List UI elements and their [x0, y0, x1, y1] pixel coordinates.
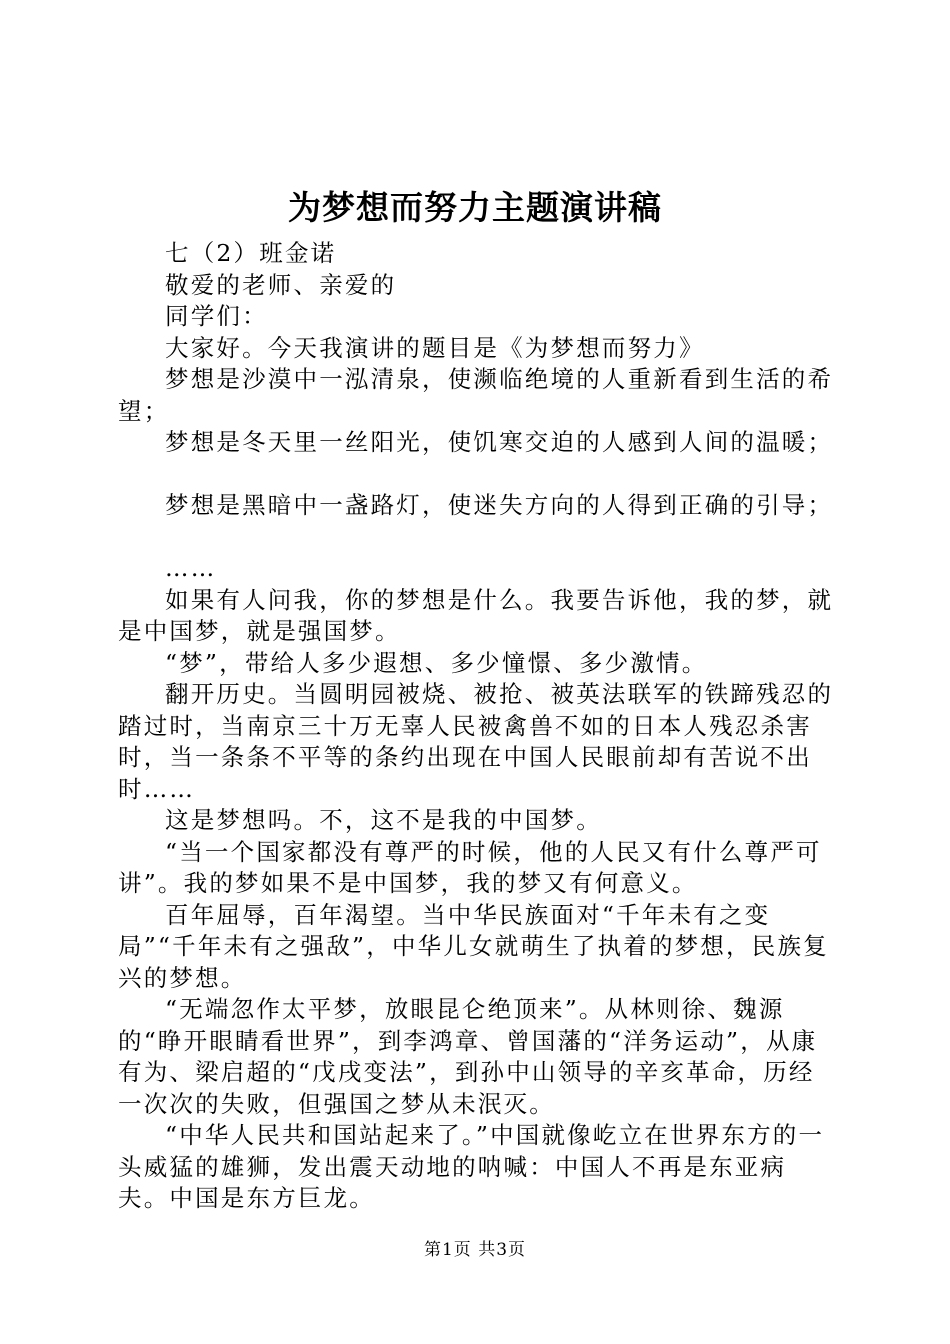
document-title: 为梦想而努力主题演讲稿 [288, 188, 662, 227]
salutation-line-2: 同学们： [165, 302, 268, 330]
blank-line [118, 459, 834, 491]
paragraph: 大家好。今天我演讲的题目是《为梦想而努力》 [165, 333, 705, 362]
paragraph: 梦想是沙漠中一泓清泉，使濒临绝境的人重新看到生活的希望； [118, 365, 834, 425]
paragraph: 这是梦想吗。不，这不是我的中国梦。 [165, 806, 602, 834]
paragraph: “无端忽作太平梦，放眼昆仑绝顶来”。从林则徐、魏源的“睁开眼睛看世界”，到李鸿章、曾国藩的“洋务运动”，从康有为、梁启超的“戊戌变法”，到孙中山领导的辛亥革命，历经一次次的失败，但强国之梦从未泯灭。 [118, 995, 818, 1118]
document-body [118, 238, 834, 1215]
paragraph: “当一个国家都没有尊严的时候，他的人民又有什么尊严可讲”。我的梦如果不是中国梦，我的梦又有何意义。 [118, 837, 822, 897]
author-line: 七（2）班金诺 [165, 239, 337, 267]
paragraph: 如果有人问我，你的梦想是什么。我要告诉他，我的梦，就是中国梦，就是强国梦。 [118, 585, 834, 645]
paragraph: 梦想是冬天里一丝阳光，使饥寒交迫的人感到人间的温暖； [165, 428, 834, 456]
salutation-line-1: 敬爱的老师、亲爱的 [165, 270, 397, 299]
blank-line [118, 522, 834, 554]
paragraph: 翻开历史。当圆明园被烧、被抢、被英法联军的铁蹄残忍的踏过时，当南京三十万无辜人民被禽兽不如的日本人残忍杀害时，当一条条不平等的条约出现在中国人民眼前却有苦说不出时…… [118, 680, 834, 803]
paragraph: “梦”，带给人多少遐想、多少憧憬、多少激情。 [165, 648, 708, 677]
paragraph: 梦想是黑暗中一盏路灯，使迷失方向的人得到正确的引导； [165, 491, 834, 519]
ellipsis-line: …… [165, 554, 217, 582]
page-footer: 第1页 共3页 [423, 1240, 527, 1260]
paragraph: “中华人民共和国站起来了。”中国就像屹立在世界东方的一头威猛的雄狮，发出震天动地的呐喊：中国人不再是东亚病夫。中国是东方巨龙。 [118, 1121, 825, 1212]
paragraph: 百年屈辱，百年渴望。当中华民族面对“千年未有之变局”“千年未有之强敌”，中华儿女就萌生了执着的梦想，民族复兴的梦想。 [118, 900, 829, 992]
